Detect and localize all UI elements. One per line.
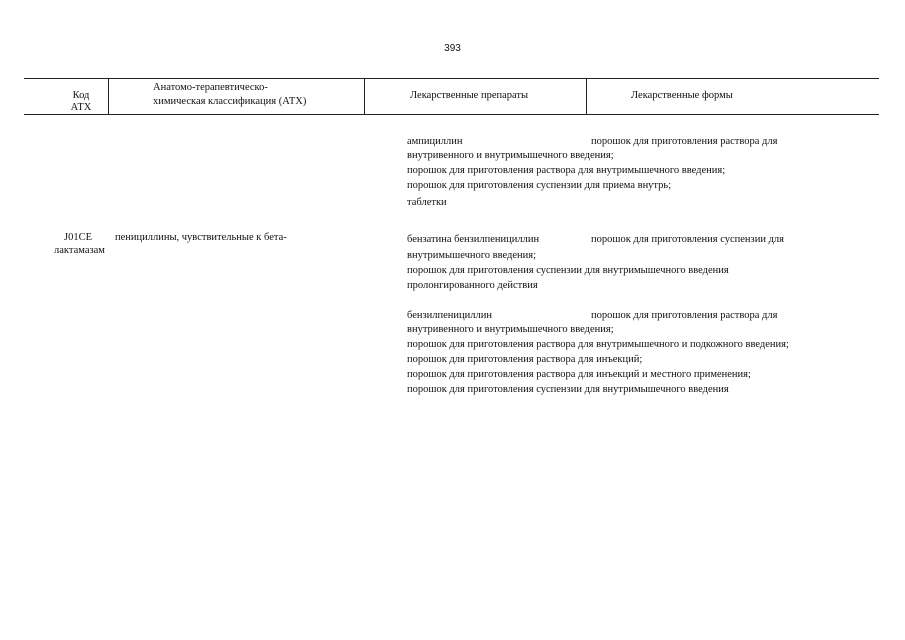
header-forms: Лекарственные формы [631,90,733,101]
group-code: J01CE [64,232,93,243]
dosage-form-line: пролонгированного действия [407,280,538,291]
dosage-form-line: порошок для приготовления раствора для [591,310,778,321]
drug-name: бензилпенициллин [407,310,492,321]
header-drugs: Лекарственные препараты [410,90,529,101]
header-code-line1: Код [72,90,90,101]
column-divider [586,78,587,114]
column-divider [364,78,365,114]
dosage-form-line: порошок для приготовления суспензии для внутримышечного введения [407,384,729,395]
column-divider [108,78,109,114]
dosage-form-line: внутривенного и внутримышечного введения; [407,324,614,335]
dosage-form-line: таблетки [407,197,447,208]
table-top-rule [24,78,879,79]
header-classification-line2: химическая классификация (АТХ) [153,96,307,107]
group-name-line2: лактамазам [54,245,105,256]
dosage-form-line: порошок для приготовления раствора для [591,136,778,147]
page-number: 393 [444,43,461,54]
group-name-line1: пенициллины, чувствительные к бета- [115,232,287,243]
header-code-line2: АТХ [70,102,92,113]
dosage-form-line: порошок для приготовления раствора для инъекций; [407,354,643,365]
dosage-form-line: внутримышечного введения; [407,250,537,261]
dosage-form-line: порошок для приготовления раствора для инъекций и местного применения; [407,369,751,380]
table-header-bottom-rule [24,114,879,115]
dosage-form-line: порошок для приготовления суспензии для внутримышечного введения [407,265,729,276]
dosage-form-line: порошок для приготовления раствора для внутримышечного и подкожного введения; [407,339,789,350]
dosage-form-line: внутривенного и внутримышечного введения; [407,150,614,161]
dosage-form-line: порошок для приготовления раствора для внутримышечного введения; [407,165,726,176]
header-classification-line1: Анатомо-терапевтическо- [153,82,268,93]
dosage-form-line: порошок для приготовления суспензии для приема внутрь; [407,180,672,191]
dosage-form-line: порошок для приготовления суспензии для [591,234,784,245]
drug-name: ампициллин [407,136,463,147]
drug-name: бензатина бензилпенициллин [407,234,540,245]
